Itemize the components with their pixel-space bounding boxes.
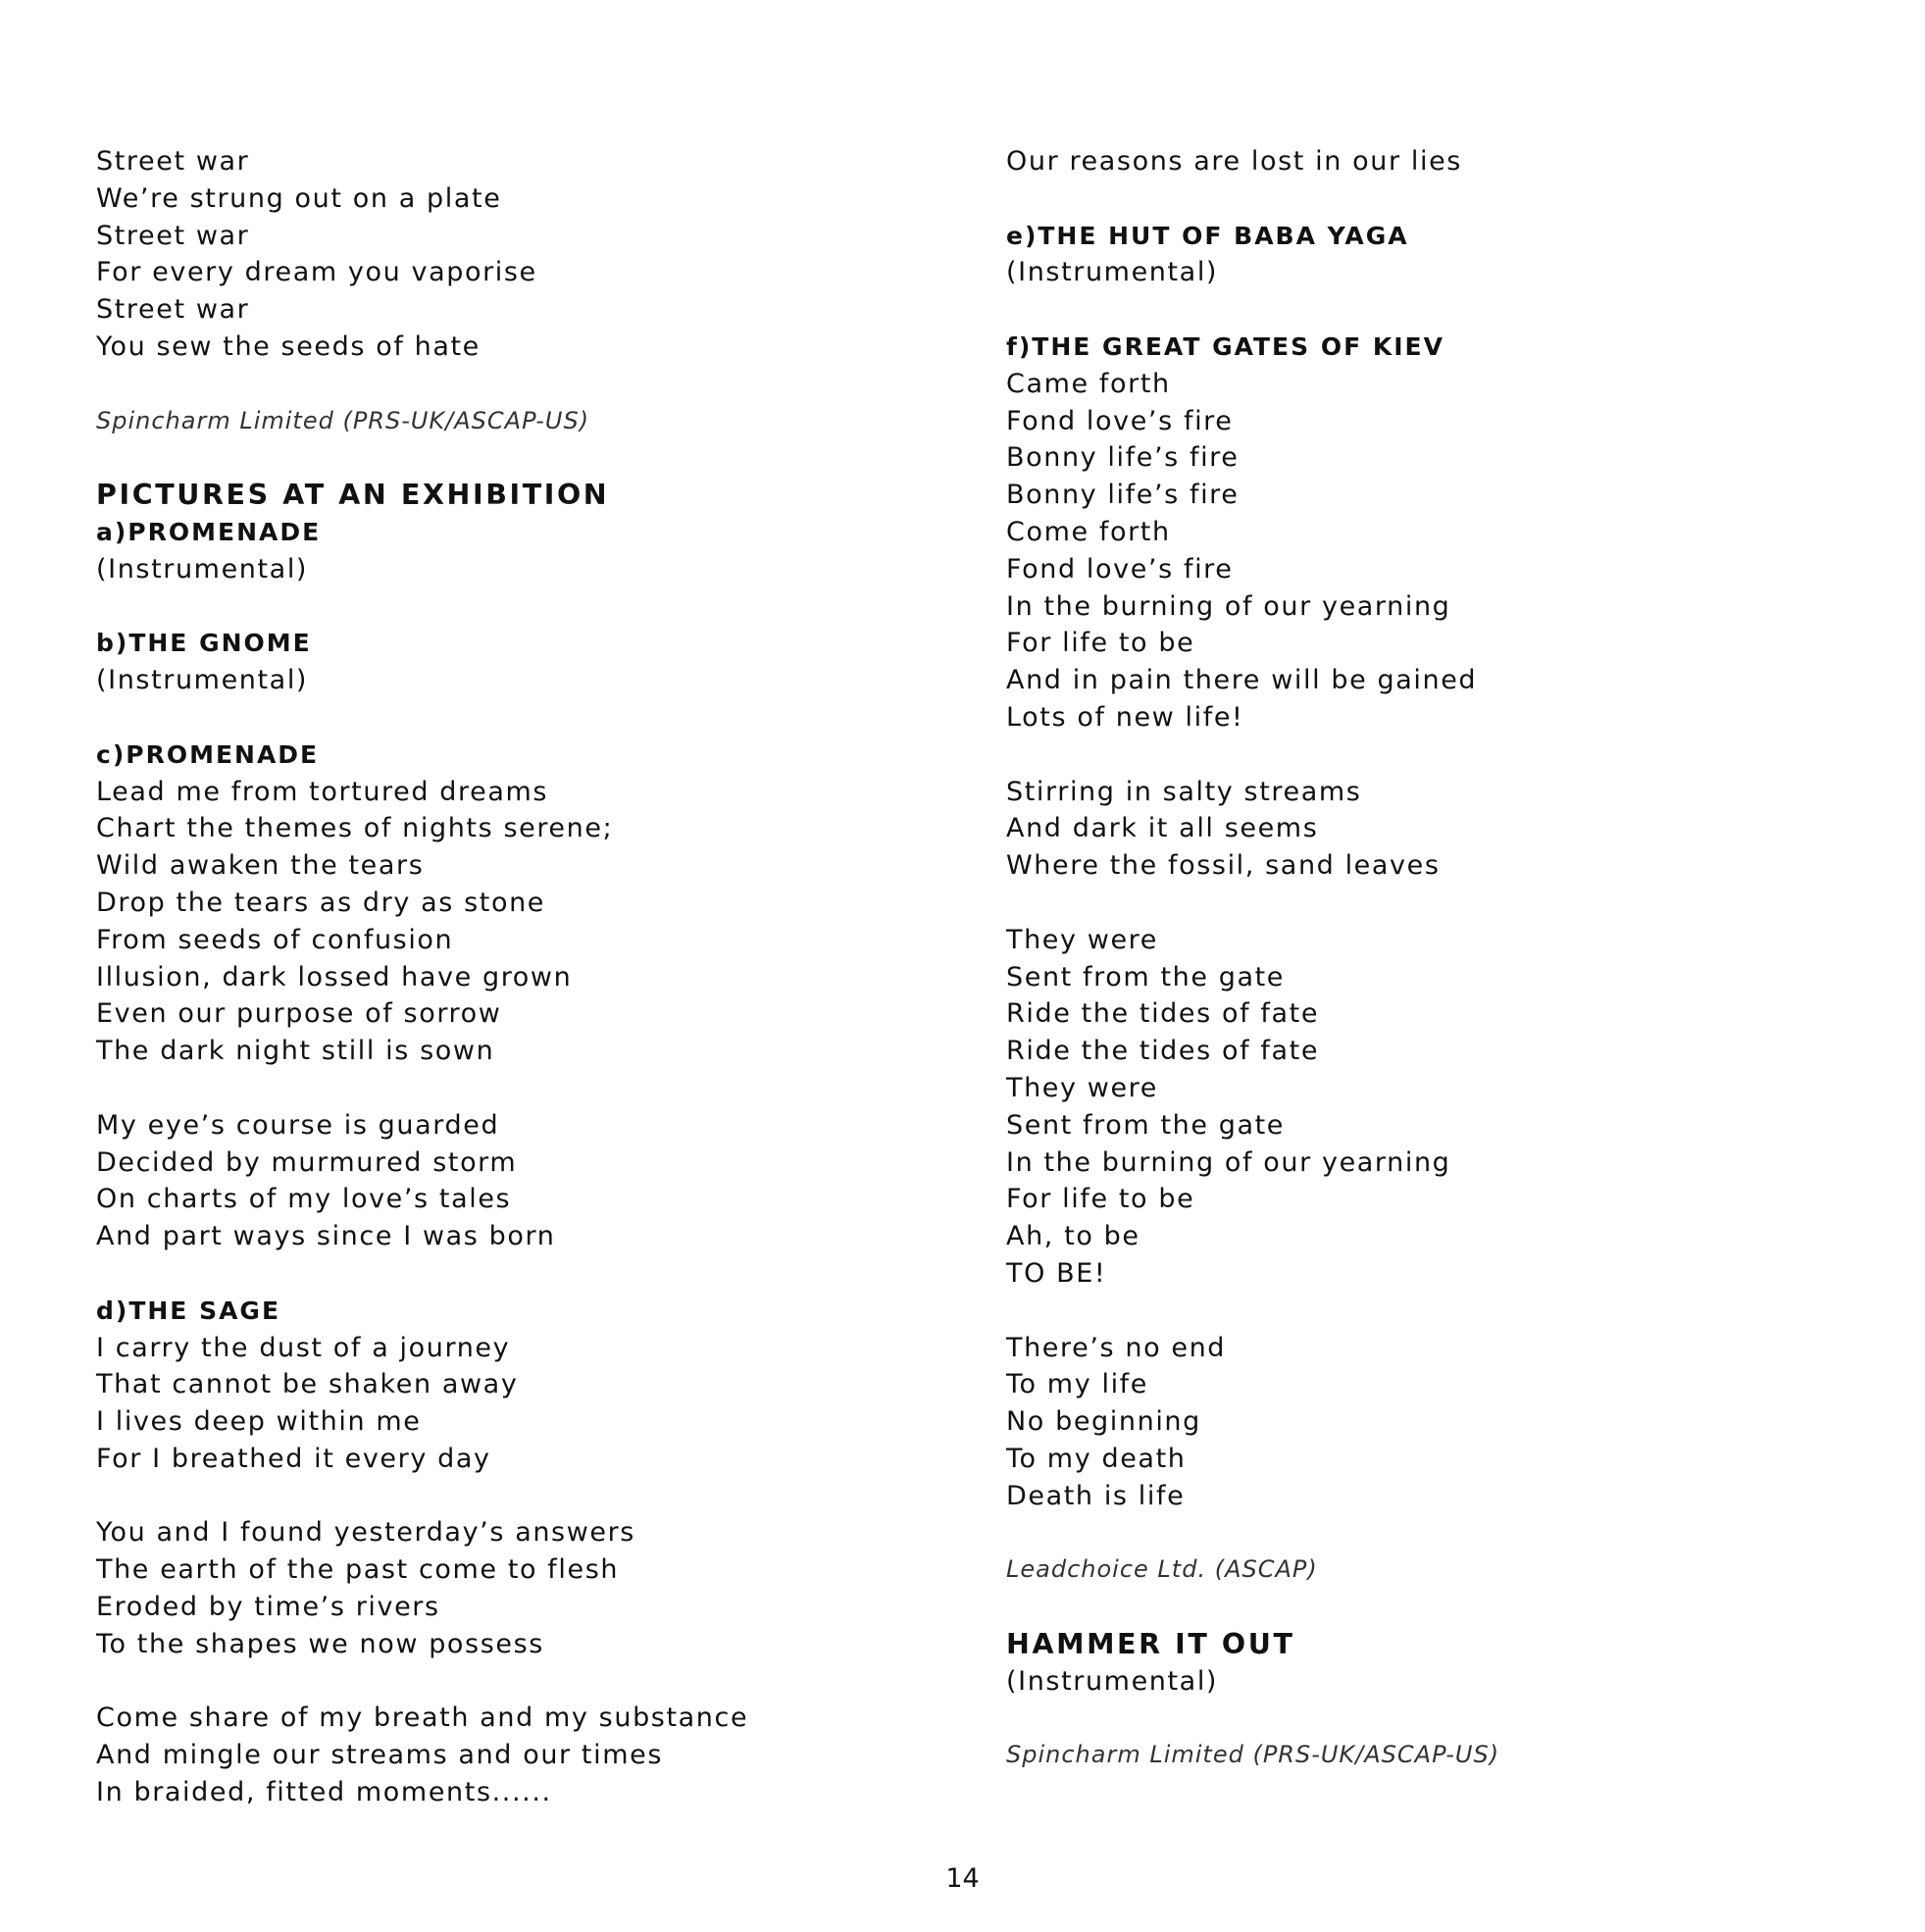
stanza-gap	[96, 588, 920, 626]
movement-title: b)THE GNOME	[96, 629, 312, 658]
lyric-line: They were	[1006, 924, 1158, 955]
page-number: 14	[945, 1863, 980, 1894]
lyric-line: In the burning of our yearning	[1006, 1146, 1451, 1178]
lyric-line: Sent from the gate	[1006, 1109, 1286, 1141]
stanza-gap	[96, 699, 920, 737]
stanza-gap	[1006, 885, 1830, 922]
lyric-line: Even our purpose of sorrow	[96, 998, 502, 1030]
song-title: HAMMER IT OUT	[1006, 1627, 1295, 1660]
lyric-line: For I breathed it every day	[96, 1443, 491, 1474]
lyric-line: That cannot be shaken away	[96, 1369, 519, 1400]
stanza-gap	[96, 1070, 920, 1107]
lyric-line: Street war	[96, 220, 250, 251]
lyric-line: And part ways since I was born	[96, 1221, 556, 1252]
lyric-line: Sent from the gate	[1006, 961, 1286, 992]
lyric-line: The dark night still is sown	[96, 1036, 495, 1067]
lyric-line: No beginning	[1006, 1406, 1201, 1438]
lyric-line: Ah, to be	[1006, 1221, 1140, 1252]
stanza-gap	[96, 366, 920, 403]
stanza-gap	[1006, 1700, 1830, 1737]
lyric-line: Chart the themes of nights serene;	[96, 813, 614, 844]
movement-title: f)THE GREAT GATES OF KIEV	[1006, 331, 1444, 361]
lyric-line: In the burning of our yearning	[1006, 590, 1451, 622]
lyric-line: TO BE!	[1006, 1257, 1107, 1289]
lyric-line: Ride the tides of fate	[1006, 998, 1320, 1030]
lyric-line: Illusion, dark lossed have grown	[96, 961, 573, 992]
lyric-line: Bonny life’s fire	[1006, 480, 1240, 511]
movement-title: c)PROMENADE	[96, 739, 320, 769]
lyric-line: I lives deep within me	[96, 1406, 422, 1438]
lyric-line: We’re strung out on a plate	[96, 182, 502, 214]
lyric-line: There’s no end	[1006, 1332, 1227, 1363]
lyric-line: My eye’s course is guarded	[96, 1109, 500, 1141]
lyric-line: Where the fossil, sand leaves	[1006, 850, 1441, 882]
lyric-line: Fond love’s fire	[1006, 553, 1234, 585]
lyric-line: Lead me from tortured dreams	[96, 776, 549, 807]
stanza-gap	[1006, 1293, 1830, 1330]
movement-title: d)THE SAGE	[96, 1296, 281, 1325]
stanza-gap	[1006, 180, 1830, 218]
movement-title: e)THE HUT OF BABA YAGA	[1006, 221, 1409, 250]
lyric-line: For life to be	[1006, 1184, 1195, 1215]
lyric-line: (Instrumental)	[96, 553, 309, 585]
lyric-line: (Instrumental)	[1006, 257, 1219, 288]
lyric-line: Came forth	[1006, 368, 1171, 399]
stanza-gap	[96, 1478, 920, 1515]
lyric-line: Eroded by time’s rivers	[96, 1592, 440, 1623]
lyric-line: And dark it all seems	[1006, 813, 1319, 844]
lyric-line: They were	[1006, 1072, 1158, 1103]
stanza-gap	[1006, 1514, 1830, 1551]
stanza-gap	[96, 439, 920, 477]
lyric-line: Street war	[96, 146, 250, 177]
lyric-line: To my life	[1006, 1369, 1148, 1400]
movement-title: a)PROMENADE	[96, 517, 322, 546]
lyric-line: Ride the tides of fate	[1006, 1036, 1320, 1067]
stanza-gap	[1006, 1589, 1830, 1626]
lyric-line: For every dream you vaporise	[96, 257, 537, 288]
lyric-line: You sew the seeds of hate	[96, 330, 481, 362]
stanza-gap	[96, 1255, 920, 1293]
lyric-line: Street war	[96, 294, 250, 326]
lyric-line: The earth of the past come to flesh	[96, 1554, 620, 1586]
lyric-line: On charts of my love’s tales	[96, 1184, 512, 1215]
lyric-line: Lots of new life!	[1006, 701, 1244, 733]
stanza-gap	[1006, 291, 1830, 329]
lyric-line: Decided by murmured storm	[96, 1146, 518, 1178]
lyric-line: You and I found yesterday’s answers	[96, 1517, 635, 1549]
lyric-line: To my death	[1006, 1443, 1187, 1474]
lyric-line: Death is life	[1006, 1480, 1186, 1511]
stanza-gap	[1006, 737, 1830, 774]
lyric-line: From seeds of confusion	[96, 924, 454, 955]
lyric-line: Wild awaken the tears	[96, 850, 425, 882]
lyric-line: Bonny life’s fire	[1006, 442, 1240, 474]
lyric-line: To the shapes we now possess	[96, 1628, 544, 1659]
lyric-line: Drop the tears as dry as stone	[96, 887, 546, 918]
lyric-line: And in pain there will be gained	[1006, 665, 1478, 696]
lyric-line: For life to be	[1006, 628, 1195, 659]
song-title: PICTURES AT AN EXHIBITION	[96, 479, 610, 512]
publisher-credit: Leadchoice Ltd. (ASCAP)	[1006, 1555, 1318, 1584]
right-lyrics-column	[1006, 143, 1830, 1774]
publisher-credit: Spincharm Limited (PRS-UK/ASCAP-US)	[1006, 1741, 1500, 1769]
lyric-line: Come share of my breath and my substance	[96, 1703, 749, 1734]
lyric-line: In braided, fitted moments......	[96, 1777, 552, 1808]
lyric-line: Our reasons are lost in our lies	[1006, 146, 1462, 177]
lyric-line: Come forth	[1006, 516, 1171, 547]
publisher-credit: Spincharm Limited (PRS-UK/ASCAP-US)	[96, 406, 590, 434]
lyric-line: I carry the dust of a journey	[96, 1332, 511, 1363]
lyric-line: (Instrumental)	[96, 665, 309, 696]
lyric-line: Fond love’s fire	[1006, 405, 1234, 436]
lyric-line: Stirring in salty streams	[1006, 776, 1362, 807]
stanza-gap	[96, 1663, 920, 1701]
left-lyrics-column	[96, 143, 920, 1811]
lyric-line: And mingle our streams and our times	[96, 1740, 663, 1771]
lyric-line: (Instrumental)	[1006, 1665, 1219, 1697]
